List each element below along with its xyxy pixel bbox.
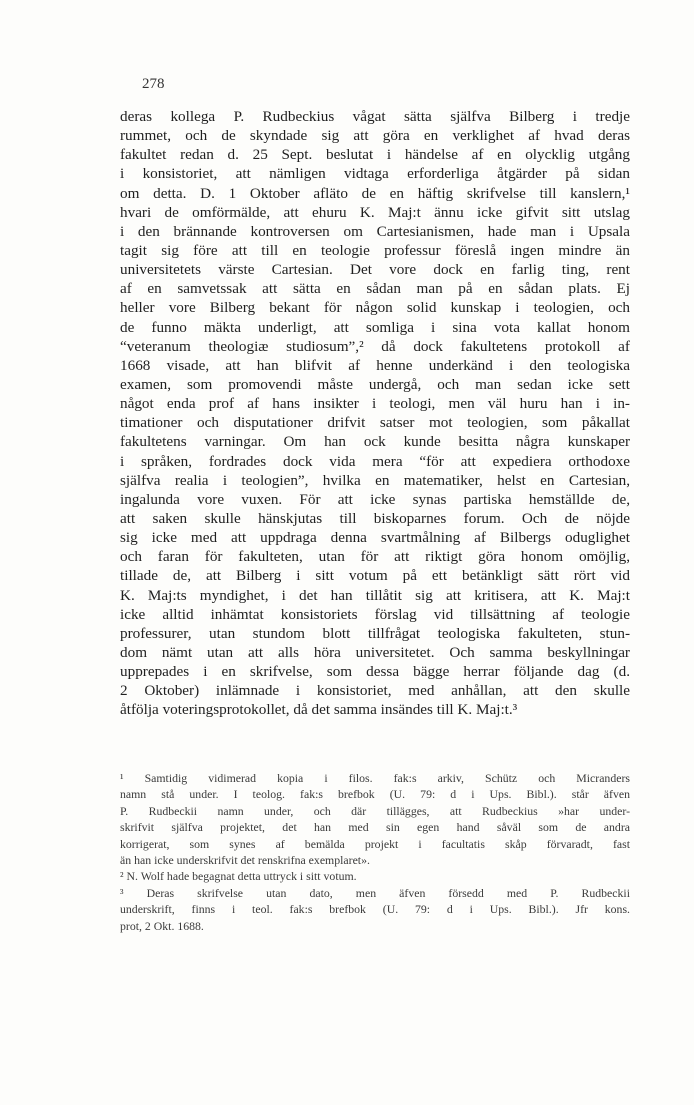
footnote-line: ¹ Samtidig vidimerad kopia i filos. fak:s arkiv, Schütz och Micranders	[120, 771, 630, 785]
body-line: 1668 visade, att han blifvit af henne underkänd i den teologiska	[120, 356, 630, 374]
page-number: 278	[142, 76, 165, 92]
body-line: ingalunda vore vuxen. För att icke synas partiska hemställde de,	[120, 490, 630, 508]
body-line: icke alltid inhämtat konsistoriets förslag vid tillsättning af teologie	[120, 605, 630, 623]
body-line: af en samvetssak att sätta en sådan man på en sådan plats. Ej	[120, 280, 630, 298]
body-line: att saken skulle hänskjutas till biskoparnes forum. Och de nöjde	[120, 509, 630, 527]
footnote	[120, 770, 630, 868]
body-line: tillade de, att Bilberg i sitt votum på ett betänkligt sätt rört vid	[120, 567, 630, 585]
footnotes	[120, 770, 630, 934]
body-line: fakultetens varningar. Om han ock kunde besitta några kunskaper	[120, 433, 630, 451]
body-line: upprepades i en skrifvelse, som dessa bägge herrar följande dag (d.	[120, 663, 630, 681]
body-line: “veteranum theologiæ studiosum”,² då dock fakultetens protokoll af	[120, 337, 630, 355]
footnote-line: prot, 2 Okt. 1688.	[120, 918, 204, 933]
footnote	[120, 885, 630, 934]
body-line: i konsistoriet, att nämligen vidtaga erforderliga åtgärder på sidan	[120, 165, 630, 183]
body-line: heller vore Bilberg bekant för någon solid kunskap i teologien, och	[120, 299, 630, 317]
body-line: fakultet redan d. 25 Sept. beslutat i händelse af en olycklig utgång	[120, 146, 630, 164]
body-line: de funno mäkta underligt, att somliga i sina vota kallat honom	[120, 318, 630, 336]
body-line: examen, som promovendi måste undergå, och man sedan icke sett	[120, 375, 630, 393]
body-text	[120, 107, 630, 720]
body-line: deras kollega P. Rudbeckius vågat sätta själfva Bilberg i tredje	[120, 108, 630, 125]
body-line: rummet, och de skyndade sig att göra en verklighet af hvad deras	[120, 127, 630, 145]
body-line: tagit sig före att till en teologie professur föreslå ingen mindre än	[120, 241, 630, 259]
body-line: K. Maj:ts myndighet, i det han tillåtit sig att kritisera, att K. Maj:t	[120, 586, 630, 604]
body-line: dom nämt utan att alls höra universitetet. Och samma beskyllningar	[120, 643, 630, 661]
footnote-line: P. Rudbeckii namn under, och där tillägges, att Rudbeckius »har under-	[120, 803, 630, 818]
body-line: och faran för fakulteten, utan för att riktigt göra honom omöjlig,	[120, 548, 630, 566]
footnote-line: ³ Deras skrifvelse utan dato, men äfven försedd med P. Rudbeckii	[120, 885, 630, 900]
body-line: om detta. D. 1 Oktober afläto de en häftig skrifvelse till kanslern,¹	[120, 184, 630, 202]
body-line: 2 Oktober) inlämnade i konsistoriet, med anhållan, att den skulle	[120, 682, 630, 700]
body-line: något enda prof af hans insikter i teologi, men väl huru han i in-	[120, 395, 630, 413]
footnote	[120, 868, 630, 884]
body-line: åtfölja voteringsprotokollet, då det samma insändes till K. Maj:t.³	[120, 701, 518, 719]
body-line: sig icke med att uppdraga denna svartmålning af Bilbergs oduglighet	[120, 529, 630, 547]
body-line: i den brännande kontroversen om Cartesianismen, hade man i Upsala	[120, 222, 630, 240]
body-line: själfva realia i teologien”, hvilka en matematiker, helst en Cartesian,	[120, 471, 630, 489]
body-line: timationer och disputationer drifvit satser mot teologien, som påkallat	[120, 414, 630, 432]
footnote-line: underskrift, finns i teol. fak:s brefbok (U. 79: d i Ups. Bibl.). Jfr kons.	[120, 902, 630, 917]
footnote-line: skrifvit själfva projektet, det han med sin egen hand såväl som de andra	[120, 820, 630, 835]
footnote-line: korrigerat, som synes af bemälda projekt i facultatis skåp förvaradt, fast	[120, 836, 630, 851]
footnote-line: ² N. Wolf hade begagnat detta uttryck i sitt votum.	[120, 869, 357, 884]
footnote-line: än han icke underskrifvit det renskrifna exemplaret».	[120, 852, 370, 867]
footnote-line: namn stå under. I teolog. fak:s brefbok (U. 79: d i Ups. Bibl.). står äfven	[120, 787, 630, 802]
body-line: universitetets värste Cartesian. Det vore dock en farlig ting, rent	[120, 261, 630, 279]
body-line: i språken, fordrades dock vida mera “för att expediera orthodoxe	[120, 452, 630, 470]
body-line: professurer, utan stundom blott tillfrågat teologiska fakulteten, stun-	[120, 624, 630, 642]
body-line: hvari de omförmälde, att ehuru K. Maj:t ännu icke gifvit sitt utslag	[120, 203, 630, 221]
